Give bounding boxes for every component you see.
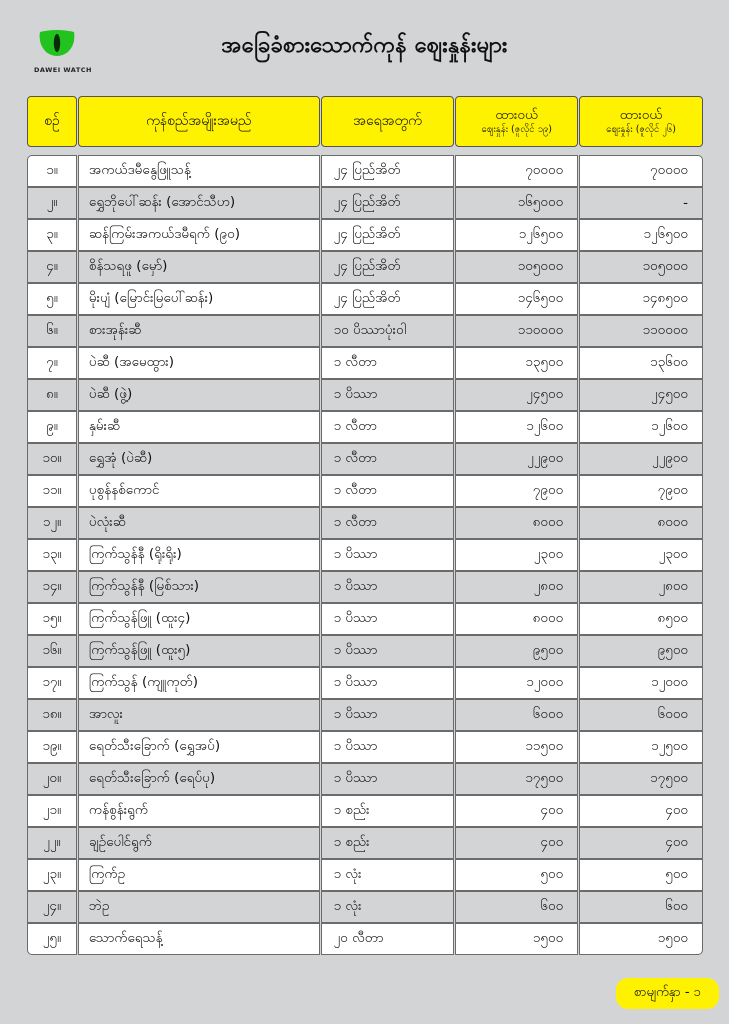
price-july-26: ၁၂၆၀၀ (579, 411, 703, 443)
price-july-26: ၄၀၀ (579, 795, 703, 827)
price-july-19: ၁၁၅၀၀ (455, 731, 578, 763)
table-row (27, 827, 703, 859)
table-row (27, 283, 703, 315)
table-row (27, 859, 703, 891)
header-price-1-line2: ဈေးနှုန်း (ဇူလိုင် ၁၉) (481, 124, 552, 135)
price-july-26: ၂၂၉၀၀ (579, 443, 703, 475)
price-july-26: ၁၃၆၀၀ (579, 347, 703, 379)
item-name: ကြက်ဥ (78, 859, 320, 891)
price-july-26: ၈၅၀၀ (579, 603, 703, 635)
row-number: ၉။ (27, 411, 77, 443)
header-qty: အရေအတွက် (321, 96, 455, 147)
item-name: အာလူး (78, 699, 320, 731)
table-row (27, 699, 703, 731)
header-no: စဉ် (27, 96, 77, 147)
item-quantity: ၁ လုံး (321, 891, 455, 923)
item-quantity: ၁ ပိဿာ (321, 603, 455, 635)
item-name: ကြက်သွန်နီ (ရိုးရိုး) (78, 539, 320, 571)
item-name: ကြက်သွန်နီ (မြစ်သား) (78, 571, 320, 603)
price-july-26: ၁၂၀၀၀ (579, 667, 703, 699)
price-july-19: ၁၀၅၀၀၀ (455, 251, 578, 283)
price-july-26: ၁၁၀၀၀၀ (579, 315, 703, 347)
row-number: ၁၂။ (27, 507, 77, 539)
row-number: ၆။ (27, 315, 77, 347)
row-number: ၁၉။ (27, 731, 77, 763)
price-july-19: ၄၀၀ (455, 827, 578, 859)
item-name: နှမ်းဆီ (78, 411, 320, 443)
row-number: ၂၃။ (27, 859, 77, 891)
item-name: ဘဲဥ (78, 891, 320, 923)
item-quantity: ၁ စည်း (321, 827, 455, 859)
header-price-1 (455, 96, 578, 147)
row-number: ၅။ (27, 283, 77, 315)
item-name: ပုစွန်နစ်ကောင် (78, 475, 320, 507)
item-quantity: ၁ လီတာ (321, 507, 455, 539)
page-number-badge: စာမျက်နှာ - ၁ (616, 978, 719, 1009)
item-name: ကြက်သွန်ဖြူ (ထူး၄) (78, 603, 320, 635)
price-july-19: ၂၈၀၀ (455, 571, 578, 603)
table-row (27, 347, 703, 379)
item-quantity: ၁ လီတာ (321, 443, 455, 475)
item-quantity: ၁ စည်း (321, 795, 455, 827)
row-number: ၂၂။ (27, 827, 77, 859)
table-row (27, 315, 703, 347)
item-name: ကြက်သွန် (ကျူကုတ်) (78, 667, 320, 699)
page-title: အခြေခံစားသောက်ကုန် ဈေးနှုန်းများ (221, 33, 508, 58)
header-price-2 (579, 96, 703, 147)
price-july-19: ၁၂၀၀၀ (455, 667, 578, 699)
price-july-26: ၇၀၀၀၀ (579, 155, 703, 187)
price-july-26: ၉၅၀၀ (579, 635, 703, 667)
price-july-26: ၁၅၀၀ (579, 923, 703, 955)
row-number: ၁။ (27, 155, 77, 187)
item-name: ချဉ်ပေါင်ရွက် (78, 827, 320, 859)
row-number: ၂၄။ (27, 891, 77, 923)
price-july-19: ၁၂၆၅၀၀ (455, 219, 578, 251)
table-row (27, 379, 703, 411)
price-july-19: ၆၀၀၀ (455, 699, 578, 731)
item-quantity: ၂၄ ပြည်အိတ် (321, 251, 455, 283)
price-july-19: ၈၀၀၀ (455, 603, 578, 635)
row-number: ၁၈။ (27, 699, 77, 731)
item-quantity: ၂၄ ပြည်အိတ် (321, 155, 455, 187)
price-july-26: ၆၀၀ (579, 891, 703, 923)
table-header (27, 96, 703, 147)
item-quantity: ၁ ပိဿာ (321, 731, 455, 763)
price-july-19: ၁၆၅၀၀၀ (455, 187, 578, 219)
brand-name: DAWEI WATCH (34, 66, 92, 74)
item-quantity: ၁ ပိဿာ (321, 571, 455, 603)
item-name: စိန်သရဖူ (မှော်) (78, 251, 320, 283)
price-july-19: ၁၁၀၀၀၀ (455, 315, 578, 347)
item-quantity: ၁ ပိဿာ (321, 635, 455, 667)
row-number: ၁၆။ (27, 635, 77, 667)
table-row (27, 155, 703, 187)
row-number: ၄။ (27, 251, 77, 283)
row-number: ၇။ (27, 347, 77, 379)
price-july-19: ၄၀၀ (455, 795, 578, 827)
table-row (27, 443, 703, 475)
price-july-19: ၈၀၀၀ (455, 507, 578, 539)
item-quantity: ၁ ပိဿာ (321, 667, 455, 699)
item-name: ကြက်သွန်ဖြူ (ထူး၅) (78, 635, 320, 667)
item-quantity: ၁ လုံး (321, 859, 455, 891)
price-july-19: ၇၀၀၀၀ (455, 155, 578, 187)
row-number: ၂၁။ (27, 795, 77, 827)
row-number: ၁၄။ (27, 571, 77, 603)
row-number: ၈။ (27, 379, 77, 411)
item-name: စားအုန်းဆီ (78, 315, 320, 347)
table-row (27, 251, 703, 283)
item-quantity: ၁ ပိဿာ (321, 539, 455, 571)
item-quantity: ၂၄ ပြည်အိတ် (321, 187, 455, 219)
table-row (27, 475, 703, 507)
header-name: ကုန်စည်အမျိုးအမည် (78, 96, 320, 147)
table-row (27, 507, 703, 539)
price-july-26: ၈၀၀၀ (579, 507, 703, 539)
table-row (27, 763, 703, 795)
row-number: ၂။ (27, 187, 77, 219)
table-row (27, 635, 703, 667)
price-july-19: ၉၅၀၀ (455, 635, 578, 667)
table-row (27, 891, 703, 923)
item-name: ရွှေအုံ (ပဲဆီ) (78, 443, 320, 475)
price-july-19: ၁၃၅၀၀ (455, 347, 578, 379)
header-price-1-line1: ထားဝယ် (495, 107, 539, 124)
item-quantity: ၁ ပိဿာ (321, 379, 455, 411)
price-july-19: ၇၉၀၀ (455, 475, 578, 507)
row-number: ၁၁။ (27, 475, 77, 507)
row-number: ၂၀။ (27, 763, 77, 795)
item-name: ရေတ်သီးခြောက် (ရွှေအပ်) (78, 731, 320, 763)
item-name: ကန်စွန်းရွက် (78, 795, 320, 827)
table-row (27, 667, 703, 699)
table-row (27, 411, 703, 443)
item-quantity: ၁ လီတာ (321, 347, 455, 379)
price-july-26: ၂၃၀၀ (579, 539, 703, 571)
row-number: ၁၀။ (27, 443, 77, 475)
price-july-19: ၁၂၆၀၀ (455, 411, 578, 443)
price-july-26: ၄၀၀ (579, 827, 703, 859)
table-row (27, 219, 703, 251)
item-name: ဆန်ကြမ်းအကယ်ဒမီရက် (၉၀) (78, 219, 320, 251)
table-body (27, 155, 703, 955)
price-july-19: ၂၄၅၀၀ (455, 379, 578, 411)
price-july-19: ၁၄၆၅၀၀ (455, 283, 578, 315)
row-number: ၂၅။ (27, 923, 77, 955)
item-name: ရွှေဘိုပေါ်ဆန်း (အောင်သီဟ) (78, 187, 320, 219)
item-name: ပဲဆီ (အမေထွား) (78, 347, 320, 379)
price-july-26: ၁၀၅၀၀၀ (579, 251, 703, 283)
item-name: သောက်ရေသန့် (78, 923, 320, 955)
item-quantity: ၂၄ ပြည်အိတ် (321, 283, 455, 315)
item-quantity: ၂၀ လီတာ (321, 923, 455, 955)
header-price-2-line2: ဈေးနှုန်း (ဇူလိုင် ၂၆) (606, 124, 676, 135)
table-row (27, 187, 703, 219)
item-quantity: ၁ ပိဿာ (321, 763, 455, 795)
price-july-26: ၇၉၀၀ (579, 475, 703, 507)
price-july-26: ၅၀၀ (579, 859, 703, 891)
item-name: အကယ်ဒမီနွေဖြူသန့် (78, 155, 320, 187)
table-row (27, 923, 703, 955)
header-price-2-line1: ထားဝယ် (619, 107, 663, 124)
price-july-19: ၁၇၅၀၀ (455, 763, 578, 795)
row-number: ၁၃။ (27, 539, 77, 571)
item-quantity: ၁ လီတာ (321, 475, 455, 507)
item-name: ရေတ်သီးခြောက် (ရေပ်ပု) (78, 763, 320, 795)
price-july-19: ၂၃၀၀ (455, 539, 578, 571)
price-july-26: ၂၄၅၀၀ (579, 379, 703, 411)
row-number: ၃။ (27, 219, 77, 251)
price-july-26: ၂၈၀၀ (579, 571, 703, 603)
table-row (27, 539, 703, 571)
item-quantity: ၁၀ ပိဿာပုံးဝါ (321, 315, 455, 347)
table-row (27, 731, 703, 763)
table-row (27, 603, 703, 635)
price-july-26: ၆၀၀၀ (579, 699, 703, 731)
item-name: မိုးပျံ (မြောင်းမြပေါ်ဆန်း) (78, 283, 320, 315)
row-number: ၁၇။ (27, 667, 77, 699)
price-july-26: ၁၇၅၀၀ (579, 763, 703, 795)
row-number: ၁၅။ (27, 603, 77, 635)
price-july-19: ၂၂၉၀၀ (455, 443, 578, 475)
price-july-19: ၆၀၀ (455, 891, 578, 923)
price-july-26: ၁၂၆၅၀၀ (579, 219, 703, 251)
price-july-19: ၅၀၀ (455, 859, 578, 891)
price-july-26: ၁၂၅၀၀ (579, 731, 703, 763)
price-july-19: ၁၅၀၀ (455, 923, 578, 955)
price-july-26: ၁၄၈၅၀၀ (579, 283, 703, 315)
table-row (27, 571, 703, 603)
price-table (27, 96, 703, 955)
table-row (27, 795, 703, 827)
item-quantity: ၁ လီတာ (321, 411, 455, 443)
item-name: ပဲလုံးဆီ (78, 507, 320, 539)
item-quantity: ၂၄ ပြည်အိတ် (321, 219, 455, 251)
item-name: ပဲဆီ (ဖွဲ့) (78, 379, 320, 411)
price-july-26: - (579, 187, 703, 219)
item-quantity: ၁ ပိဿာ (321, 699, 455, 731)
